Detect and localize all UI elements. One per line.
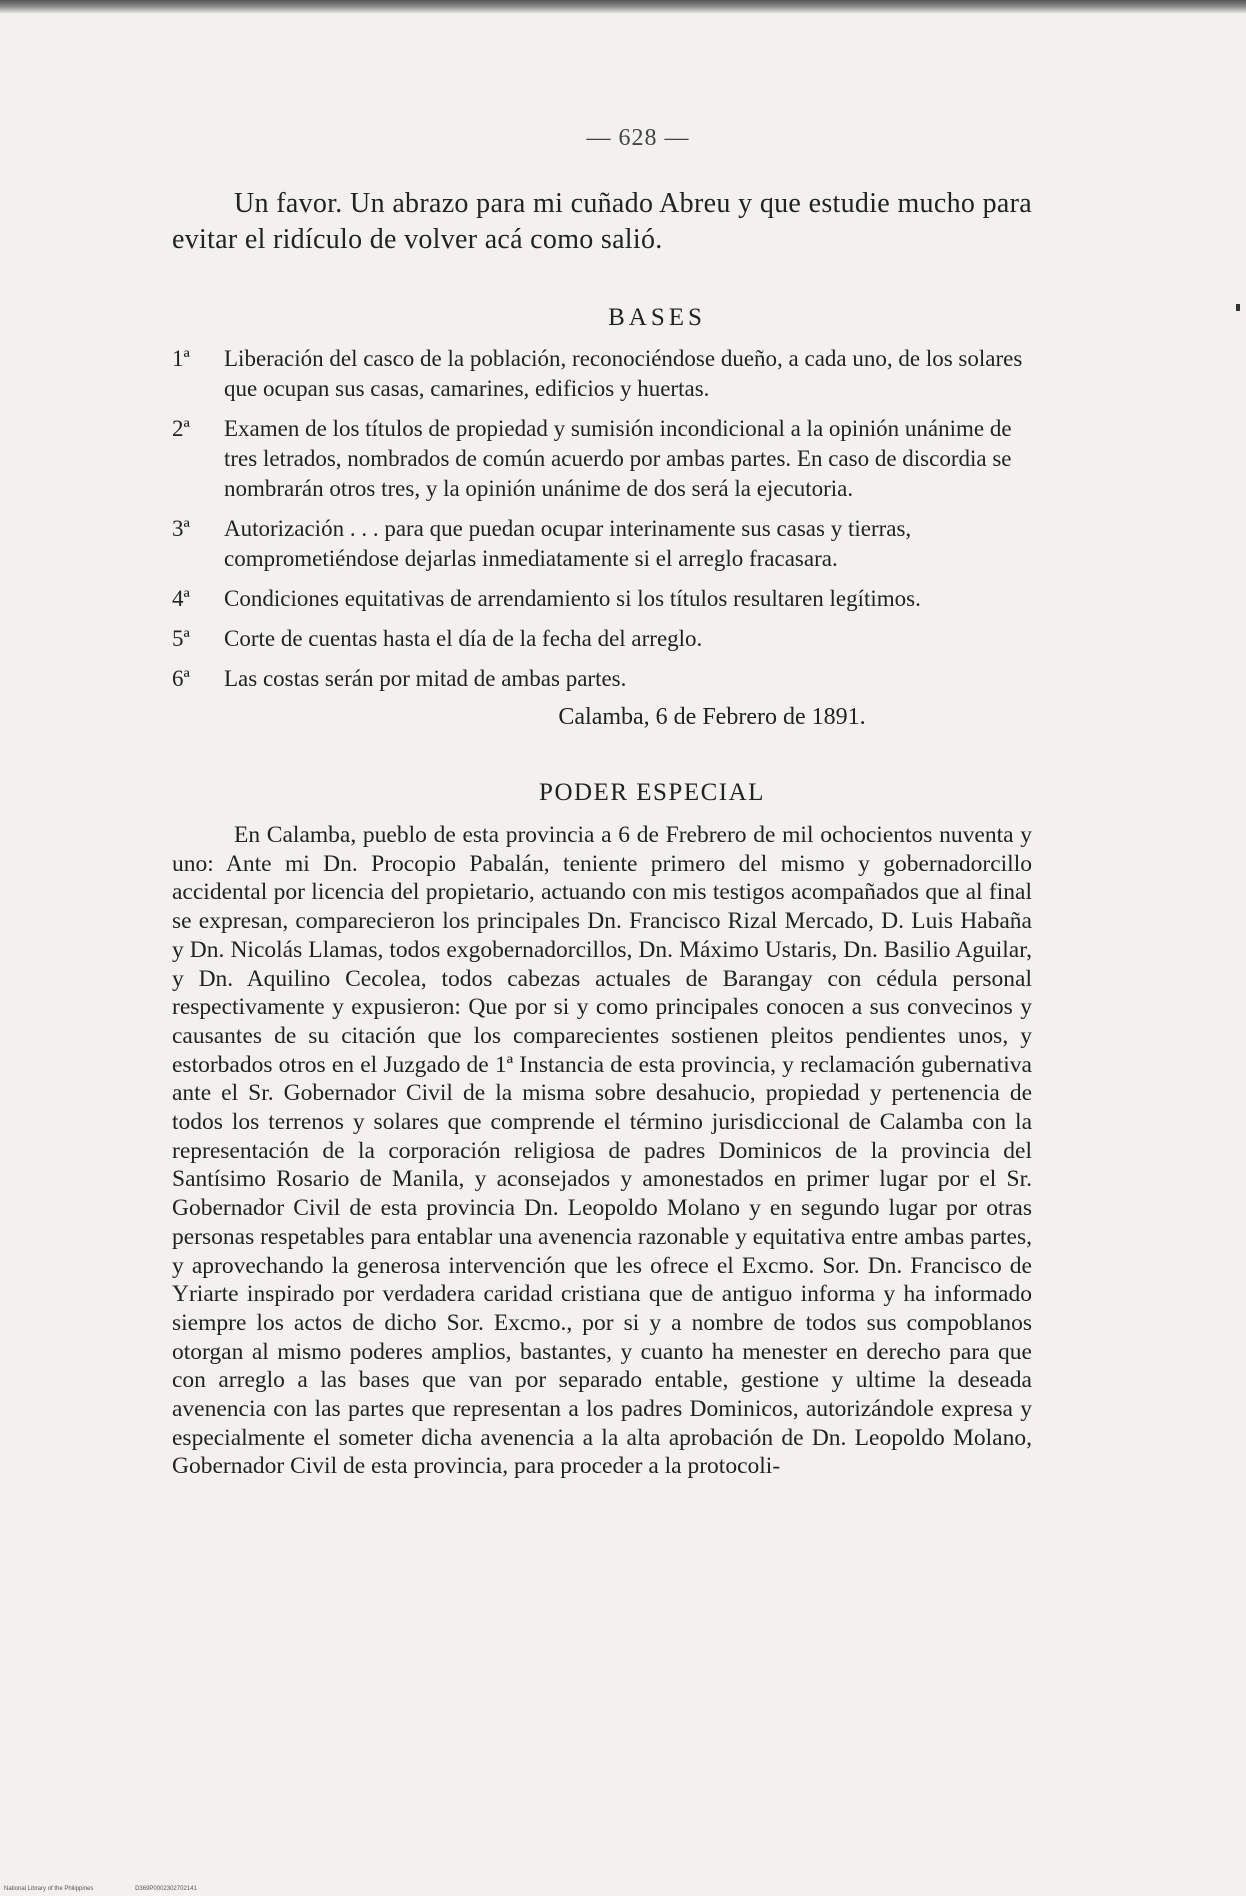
base-item: [172, 514, 1032, 574]
base-number: 5ª: [172, 626, 190, 651]
base-number: 6ª: [172, 666, 190, 691]
poder-title: PODER ESPECIAL: [539, 779, 765, 806]
scan-footer: [4, 1886, 237, 1892]
base-number: 2ª: [172, 416, 190, 441]
base-text: Corte de cuentas hasta el día de la fecha del arreglo.: [224, 626, 703, 651]
base-text: Las costas serán por mitad de ambas partes.: [224, 666, 627, 691]
base-number: 4ª: [172, 586, 190, 611]
base-number: 3ª: [172, 516, 190, 541]
poder-body: En Calamba, pueblo de esta provincia a 6 de Frebrero de mil ochocientos nuventa y uno: Ante mi Dn. Procopio Pabalán, teniente primero del mismo y gobernadorcillo accidental por licencia del propietario, actuando con mis testigos acompañados que al final se expresan, comparecieron los principales Dn. Francisco Rizal Mercado, D. Luis Habaña y Dn. Nicolás Llamas, todos exgobernadorcillos, Dn. Máximo Ustaris, Dn. Basilio Aguilar, y Dn. Aquilino Cecolea, todos cabezas actuales de Barangay con cédula personal respectivamente y expusieron: Que por si y como principales conocen a sus convecinos y causantes de su citación que los comparecientes sostienen pleitos pendientes unos, y estorbados otros en el Juzgado de 1ª Instancia de esta provincia, y reclamación gubernativa ante el Sr. Gobernador Civil de la misma sobre desahucio, propiedad y pertenencia de todos los terrenos y solares que comprende el término jurisdiccional de Calamba con la representación de la corporación religiosa de padres Dominicos de la provincia del Santísimo Rosario de Manila, y aconsejados y amonestados en primer lugar por el Sr. Gobernador Civil de esta provincia Dn. Leopoldo Molano y en segundo lugar por otras personas respetables para entablar una avenencia razonable y equitativa entre ambas partes, y aprovechando la generosa intervención que les ofrece el Excmo. Sor. Dn. Francisco de Yriarte inspirado por verdadera caridad cristiana que de antiguo informa y ha informado siempre los actos de dicho Sor. Excmo., por si y a nombre de todos sus compoblanos otorgan al mismo poderes amplios, bastantes, y cuanto ha menester en derecho para que con arreglo a las bases que van por separado entable, gestione y ultime la deseada avenencia con las partes que representan a los padres Dominicos, autorizándole expresa y especialmente el someter dicha avenencia a la alta aprobación de Dn. Leopoldo Molano, Gobernador Civil de esta provincia, para proceder a la protocoli-: [172, 822, 1032, 1480]
base-item: [172, 664, 1032, 694]
scan-mark: [1236, 304, 1240, 311]
base-item: [172, 584, 1032, 614]
base-text: Liberación del casco de la población, reconociéndose dueño, a cada uno, de los solares que ocupan sus casas, camarines, edificios y huertas.: [224, 346, 1023, 401]
document-page: [172, 125, 1032, 1481]
base-item: [172, 344, 1032, 404]
bases-title: BASES: [608, 304, 706, 331]
scan-top-edge: [0, 0, 1246, 14]
page-number: — 628 —: [586, 125, 690, 151]
bases-dateline: Calamba, 6 de Febrero de 1891.: [558, 704, 866, 730]
base-item: [172, 414, 1032, 504]
footer-id: D369P0002302702141: [135, 1886, 197, 1892]
base-text: Condiciones equitativas de arrendamiento si los títulos resultaren legítimos.: [224, 586, 921, 611]
base-item: [172, 624, 1032, 654]
base-text: Autorización . . . para que puedan ocupar interinamente sus casas y tierras, comprometiéndose dejarlas inmediatamente si el arreglo fracasara.: [224, 516, 912, 571]
bases-list: [172, 344, 1032, 694]
base-number: 1ª: [172, 346, 190, 371]
intro-paragraph: Un favor. Un abrazo para mi cuñado Abreu y que estudie mucho para evitar el ridículo de volver acá como salió.: [172, 188, 1032, 255]
base-text: Examen de los títulos de propiedad y sumisión incondicional a la opinión unánime de tres letrados, nombrados de común acuerdo por ambas partes. En caso de discordia se nombrarán otros tres, y la opinión unánime de dos será la ejecutoria.: [224, 416, 1012, 501]
footer-source: National Library of the Philippines: [4, 1886, 94, 1892]
